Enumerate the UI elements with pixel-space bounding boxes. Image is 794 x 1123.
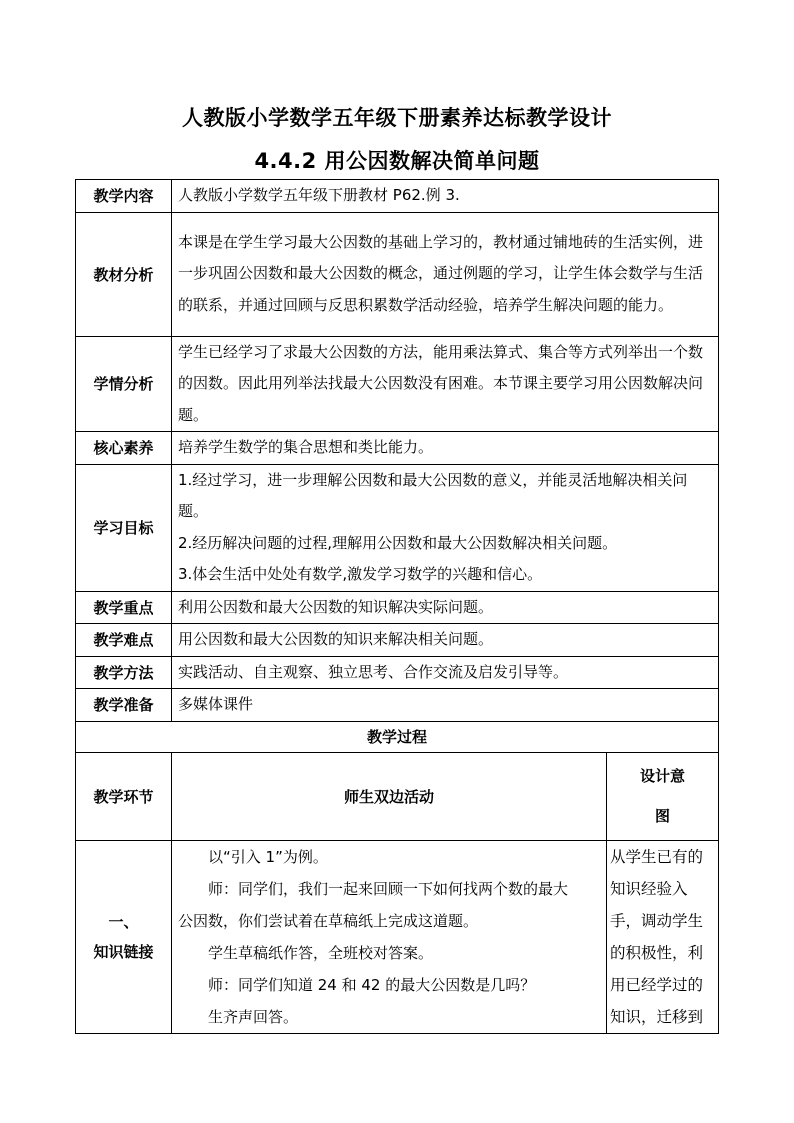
intent-line: 手，调动学生 bbox=[610, 911, 704, 930]
table-row bbox=[76, 212, 719, 336]
process-col-activity: 师生双边活动 bbox=[172, 752, 607, 840]
table-row bbox=[76, 840, 719, 1033]
row-content: 人教版小学数学五年级下册教材 P62.例 3. bbox=[172, 180, 719, 213]
row-content: 用公因数和最大公因数的知识来解决相关问题。 bbox=[172, 624, 719, 657]
row-content: 利用公因数和最大公因数的知识解决实际问题。 bbox=[172, 591, 719, 624]
intent-line: 从学生已有的 bbox=[610, 847, 704, 866]
row-content: 培养学生数学的集合思想和类比能力。 bbox=[172, 432, 719, 465]
row-content: 本课是在学生学习最大公因数的基础上学习的，教材通过铺地砖的生活实例，进一步巩固公因数和最大公因数的概念，通过例题的学习，让学生体会数学与生活的联系，并通过回顾与反思积累数学活动经验，培养学生解决问题的能力。 bbox=[172, 212, 719, 336]
activity-line: 以“引入 1”为例。 bbox=[208, 847, 328, 866]
document-title: 人教版小学数学五年级下册素养达标教学设计 bbox=[182, 106, 612, 130]
table-row bbox=[76, 591, 719, 624]
lesson-plan-table bbox=[75, 179, 719, 1034]
row-label: 核心素养 bbox=[76, 432, 172, 465]
table-row bbox=[76, 656, 719, 689]
objective-item: 1.经过学习，进一步理解公因数和最大公因数的意义，并能灵活地解决相关问题。 bbox=[178, 470, 688, 520]
table-row bbox=[76, 624, 719, 657]
intent-line: 知识经验入 bbox=[610, 879, 688, 898]
process-col-stage: 教学环节 bbox=[76, 752, 172, 840]
activity-line: 生齐声回答。 bbox=[208, 1007, 299, 1026]
row-content: 实践活动、自主观察、独立思考、合作交流及启发引导等。 bbox=[172, 656, 719, 689]
intent-line: 知识，迁移到 bbox=[610, 1007, 704, 1026]
intent-content bbox=[607, 840, 719, 1033]
stage-label bbox=[76, 840, 172, 1033]
table-row bbox=[76, 752, 719, 840]
process-title: 教学过程 bbox=[76, 721, 719, 752]
activity-line: 学生草稿纸作答，全班校对答案。 bbox=[208, 943, 434, 962]
intent-line: 用已经学过的 bbox=[610, 975, 704, 994]
activity-line: 师：同学们，我们一起来回顾一下如何找两个数的最大 bbox=[208, 879, 569, 898]
table-row bbox=[76, 432, 719, 465]
objective-item: 2.经历解决问题的过程,理解用公因数和最大公因数解决相关问题。 bbox=[178, 533, 618, 552]
table-row bbox=[76, 336, 719, 432]
lesson-subtitle: 4.4.2 用公因数解决简单问题 bbox=[254, 149, 540, 173]
row-content: 学生已经学习了求最大公因数的方法，能用乘法算式、集合等方式列举出一个数的因数。因此用列举法找最大公因数没有困难。本节课主要学习用公因数解决问题。 bbox=[172, 336, 719, 432]
row-label: 教学内容 bbox=[76, 180, 172, 213]
activity-line: 公因数，你们尝试着在草稿纸上完成这道题。 bbox=[178, 911, 479, 930]
row-label: 教学准备 bbox=[76, 689, 172, 722]
intent-header-line: 设计意 bbox=[639, 767, 685, 785]
stage-number: 一、 bbox=[108, 912, 139, 931]
row-label: 教学重点 bbox=[76, 591, 172, 624]
stage-name: 知识链接 bbox=[93, 942, 154, 961]
row-label: 学情分析 bbox=[76, 336, 172, 432]
table-row bbox=[76, 721, 719, 752]
activity-content bbox=[172, 840, 607, 1033]
intent-header-line: 图 bbox=[654, 807, 670, 825]
table-row bbox=[76, 180, 719, 213]
activity-line: 师：同学们知道 24 和 42 的最大公因数是几吗？ bbox=[208, 975, 536, 994]
row-label: 学习目标 bbox=[76, 464, 172, 591]
row-label: 教学方法 bbox=[76, 656, 172, 689]
objective-item: 3.体会生活中处处有数学,激发学习数学的兴趣和信心。 bbox=[178, 565, 543, 583]
row-content: 多媒体课件 bbox=[172, 689, 719, 722]
row-label: 教材分析 bbox=[76, 212, 172, 336]
row-label: 教学难点 bbox=[76, 624, 172, 657]
row-content bbox=[172, 464, 719, 591]
table-row bbox=[76, 689, 719, 722]
intent-line: 的积极性，利 bbox=[610, 943, 704, 962]
table-row bbox=[76, 464, 719, 591]
process-col-intent bbox=[607, 752, 719, 840]
